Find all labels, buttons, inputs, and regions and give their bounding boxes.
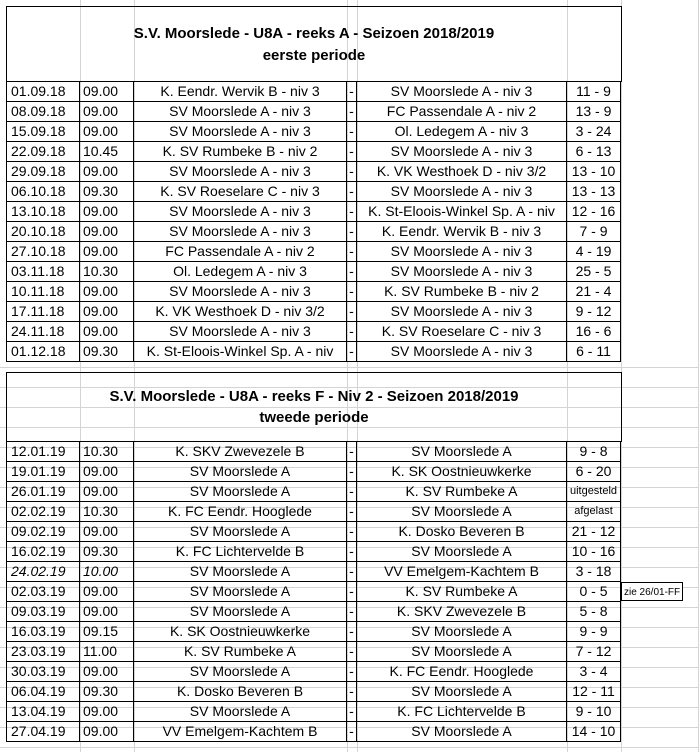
away-team[interactable]: SV Moorslede A - niv 3 [357,142,567,161]
match-date[interactable]: 17.11.18 [6,302,80,321]
team-separator[interactable]: - [347,202,357,221]
match-score[interactable]: 21 - 12 [567,522,621,541]
match-score[interactable]: 13 - 13 [567,182,621,201]
section1-header-box [6,6,622,82]
grid-row-line [0,747,699,748]
match-time[interactable]: 09.00 [80,582,134,601]
match-score[interactable]: 6 - 11 [567,342,621,361]
match-date[interactable]: 16.03.19 [6,622,80,641]
section2-header-box [6,372,622,442]
away-team[interactable]: Ol. Ledegem A - niv 3 [357,122,567,141]
match-score[interactable]: 5 - 8 [567,602,621,621]
home-team[interactable]: SV Moorslede A - niv 3 [134,282,347,301]
match-date[interactable]: 01.12.18 [6,342,80,361]
table-row [6,182,621,202]
match-time[interactable]: 09.30 [80,182,134,201]
table-row [6,622,621,642]
team-separator[interactable]: - [347,102,357,121]
home-team[interactable]: SV Moorslede A [134,482,347,501]
away-team[interactable]: SV Moorslede A - niv 3 [357,242,567,261]
match-score[interactable]: 7 - 12 [567,642,621,661]
team-separator[interactable]: - [347,182,357,201]
match-time[interactable]: 09.00 [80,222,134,241]
home-team[interactable]: K. SV Rumbeke B - niv 2 [134,142,347,161]
match-date[interactable]: 15.09.18 [6,122,80,141]
table-row [6,662,621,682]
team-separator[interactable]: - [347,322,357,341]
team-separator[interactable]: - [347,462,357,481]
match-date[interactable]: 16.02.19 [6,542,80,561]
away-team[interactable]: FC Passendale A - niv 2 [357,102,567,121]
match-score[interactable]: 7 - 9 [567,222,621,241]
team-separator[interactable]: - [347,222,357,241]
section2-title: S.V. Moorslede - U8A - reeks F - Niv 2 - Seizoen 2018/2019 [109,388,519,405]
match-time[interactable]: 09.00 [80,162,134,181]
match-score[interactable]: 25 - 5 [567,262,621,281]
team-separator[interactable]: - [347,482,357,501]
team-separator[interactable]: - [347,122,357,141]
match-time[interactable]: 09.00 [80,242,134,261]
match-time[interactable]: 10.30 [80,262,134,281]
match-date[interactable]: 08.09.18 [6,102,80,121]
home-team[interactable]: SV Moorslede A - niv 3 [134,162,347,181]
match-time[interactable]: 09.15 [80,622,134,641]
away-team[interactable]: SV Moorslede A [357,642,567,661]
match-time[interactable]: 09.00 [80,522,134,541]
team-separator[interactable]: - [347,702,357,721]
team-separator[interactable]: - [347,522,357,541]
home-team[interactable]: K. FC Eendr. Hooglede [134,502,347,521]
away-team[interactable]: K. SV Rumbeke A [357,482,567,501]
match-date[interactable]: 24.02.19 [6,562,80,581]
match-score[interactable]: 13 - 10 [567,162,621,181]
match-score[interactable]: 11 - 9 [567,82,621,101]
table-row [6,522,621,542]
match-time[interactable]: 11.00 [80,642,134,661]
home-team[interactable]: SV Moorslede A - niv 3 [134,322,347,341]
table-row [6,242,621,262]
match-score[interactable]: 9 - 10 [567,702,621,721]
match-date[interactable]: 19.01.19 [6,462,80,481]
team-separator[interactable]: - [347,282,357,301]
match-date[interactable]: 20.10.18 [6,222,80,241]
section2-match-table [6,441,681,742]
table-row [6,302,621,322]
away-team[interactable]: SV Moorslede A - niv 3 [357,342,567,361]
match-score[interactable]: afgelast [567,502,621,521]
home-team[interactable]: K. SV Roeselare C - niv 3 [134,182,347,201]
table-row [6,562,621,582]
team-separator[interactable]: - [347,582,357,601]
section1-title: S.V. Moorslede - U8A - reeks A - Seizoen 2018/2019 [133,25,495,42]
home-team[interactable]: K. VK Westhoek D - niv 3/2 [134,302,347,321]
away-team[interactable]: K. SV Rumbeke A [357,582,567,601]
home-team[interactable]: K. St-Eloois-Winkel Sp. A - niv [134,342,347,361]
grid-row-line [0,367,699,368]
team-separator[interactable]: - [347,242,357,261]
match-date[interactable]: 27.10.18 [6,242,80,261]
table-row [6,502,621,522]
match-time[interactable]: 09.00 [80,102,134,121]
team-separator[interactable]: - [347,622,357,641]
match-date[interactable]: 06.04.19 [6,682,80,701]
team-separator[interactable]: - [347,722,357,741]
match-date[interactable]: 23.03.19 [6,642,80,661]
table-row [6,722,621,742]
match-score[interactable]: 0 - 5 [567,582,621,601]
home-team[interactable]: K. Dosko Beveren B [134,682,347,701]
table-row [6,441,621,462]
home-team[interactable]: SV Moorslede A - niv 3 [134,102,347,121]
match-score[interactable]: 3 - 24 [567,122,621,141]
match-time[interactable]: 09.30 [80,682,134,701]
match-score[interactable]: 9 - 9 [567,622,621,641]
home-team[interactable]: Ol. Ledegem A - niv 3 [134,262,347,281]
away-team[interactable]: SV Moorslede A [357,722,567,741]
away-team[interactable]: K. VK Westhoek D - niv 3/2 [357,162,567,181]
away-team[interactable]: K. SV Rumbeke B - niv 2 [357,282,567,301]
table-row [6,202,621,222]
away-team[interactable]: SV Moorslede A [357,622,567,641]
table-row [6,142,621,162]
section1-match-table [6,81,621,362]
team-separator[interactable]: - [347,682,357,701]
home-team[interactable]: FC Passendale A - niv 2 [134,242,347,261]
match-time[interactable]: 09.00 [80,482,134,501]
home-team[interactable]: K. SK Oostnieuwkerke [134,622,347,641]
table-row [6,702,621,722]
match-score[interactable]: uitgesteld [567,482,621,501]
match-time[interactable]: 09.00 [80,82,134,101]
match-time[interactable]: 09.30 [80,342,134,361]
match-date[interactable]: 13.04.19 [6,702,80,721]
match-date[interactable]: 02.03.19 [6,582,80,601]
table-row [6,642,621,662]
team-separator[interactable]: - [347,82,357,101]
match-score[interactable]: 10 - 16 [567,542,621,561]
section2-subtitle: tweede periode [259,409,369,426]
home-team[interactable]: K. SV Rumbeke A [134,642,347,661]
table-row [6,602,621,622]
match-note[interactable]: zie 26/01-FF [621,582,683,601]
match-score[interactable]: 14 - 10 [567,722,621,741]
table-row [6,282,621,302]
table-row [6,222,621,242]
away-team[interactable]: SV Moorslede A - niv 3 [357,302,567,321]
match-score[interactable]: 13 - 9 [567,102,621,121]
home-team[interactable]: SV Moorslede A [134,522,347,541]
home-team[interactable]: VV Emelgem-Kachtem B [134,722,347,741]
away-team[interactable]: K. Dosko Beveren B [357,522,567,541]
home-team[interactable]: K. SKV Zwevezele B [134,442,347,461]
match-time[interactable]: 09.00 [80,282,134,301]
match-date[interactable]: 22.09.18 [6,142,80,161]
team-separator[interactable]: - [347,542,357,561]
away-team[interactable]: K. SKV Zwevezele B [357,602,567,621]
away-team[interactable]: SV Moorslede A [357,442,567,461]
table-row [6,462,621,482]
home-team[interactable]: SV Moorslede A [134,602,347,621]
table-row [6,342,621,362]
match-time[interactable]: 09.00 [80,462,134,481]
table-row [6,262,621,282]
away-team[interactable]: SV Moorslede A [357,542,567,561]
away-team[interactable]: SV Moorslede A - niv 3 [357,262,567,281]
match-time[interactable]: 09.00 [80,722,134,741]
home-team[interactable]: SV Moorslede A [134,662,347,681]
table-row [6,162,621,182]
away-team[interactable]: K. St-Eloois-Winkel Sp. A - niv [357,202,567,221]
table-row [6,322,621,342]
match-score[interactable]: 16 - 6 [567,322,621,341]
match-score[interactable]: 6 - 20 [567,462,621,481]
away-team[interactable]: SV Moorslede A - niv 3 [357,82,567,101]
table-row [6,102,621,122]
team-separator[interactable]: - [347,162,357,181]
away-team[interactable]: VV Emelgem-Kachtem B [357,562,567,581]
away-team[interactable]: K. SV Roeselare C - niv 3 [357,322,567,341]
match-date[interactable]: 26.01.19 [6,482,80,501]
match-time[interactable]: 09.00 [80,122,134,141]
away-team[interactable]: K. SK Oostnieuwkerke [357,462,567,481]
match-date[interactable]: 10.11.18 [6,282,80,301]
match-score[interactable]: 12 - 16 [567,202,621,221]
match-score[interactable]: 9 - 12 [567,302,621,321]
match-time[interactable]: 09.00 [80,322,134,341]
match-time[interactable]: 09.30 [80,542,134,561]
home-team[interactable]: SV Moorslede A [134,702,347,721]
home-team[interactable]: SV Moorslede A - niv 3 [134,202,347,221]
match-time[interactable]: 09.00 [80,202,134,221]
match-time[interactable]: 09.00 [80,702,134,721]
match-time[interactable]: 10.45 [80,142,134,161]
away-team[interactable]: K. FC Lichtervelde B [357,702,567,721]
team-separator[interactable]: - [347,642,357,661]
table-row [6,582,681,602]
match-score[interactable]: 4 - 19 [567,242,621,261]
table-row [6,122,621,142]
match-score[interactable]: 3 - 18 [567,562,621,581]
match-time[interactable]: 09.00 [80,602,134,621]
match-time[interactable]: 10.30 [80,502,134,521]
match-time[interactable]: 09.00 [80,662,134,681]
team-separator[interactable]: - [347,302,357,321]
home-team[interactable]: SV Moorslede A - niv 3 [134,222,347,241]
match-score[interactable]: 6 - 13 [567,142,621,161]
table-row [6,482,621,502]
match-date[interactable]: 09.02.19 [6,522,80,541]
home-team[interactable]: SV Moorslede A [134,562,347,581]
team-separator[interactable]: - [347,602,357,621]
team-separator[interactable]: - [347,262,357,281]
match-date[interactable]: 13.10.18 [6,202,80,221]
away-team[interactable]: K. FC Eendr. Hooglede [357,662,567,681]
section1-subtitle: eerste periode [262,47,366,64]
match-date[interactable]: 27.04.19 [6,722,80,741]
home-team[interactable]: SV Moorslede A [134,582,347,601]
team-separator[interactable]: - [347,502,357,521]
team-separator[interactable]: - [347,662,357,681]
team-separator[interactable]: - [347,342,357,361]
match-date[interactable]: 30.03.19 [6,662,80,681]
match-time[interactable]: 10.30 [80,442,134,461]
team-separator[interactable]: - [347,142,357,161]
table-row [6,81,621,102]
match-date[interactable]: 12.01.19 [6,442,80,461]
match-score[interactable]: 9 - 8 [567,442,621,461]
match-score[interactable]: 12 - 11 [567,682,621,701]
team-separator[interactable]: - [347,562,357,581]
match-date[interactable]: 06.10.18 [6,182,80,201]
home-team[interactable]: SV Moorslede A - niv 3 [134,122,347,141]
team-separator[interactable]: - [347,442,357,461]
away-team[interactable]: SV Moorslede A [357,502,567,521]
match-date[interactable]: 24.11.18 [6,322,80,341]
match-date[interactable]: 01.09.18 [6,82,80,101]
away-team[interactable]: K. Eendr. Wervik B - niv 3 [357,222,567,241]
home-team[interactable]: K. FC Lichtervelde B [134,542,347,561]
match-time[interactable]: 09.00 [80,302,134,321]
match-date[interactable]: 09.03.19 [6,602,80,621]
table-row [6,542,621,562]
match-date[interactable]: 29.09.18 [6,162,80,181]
away-team[interactable]: SV Moorslede A - niv 3 [357,182,567,201]
home-team[interactable]: K. Eendr. Wervik B - niv 3 [134,82,347,101]
match-time[interactable]: 10.00 [80,562,134,581]
away-team[interactable]: SV Moorslede A [357,682,567,701]
match-date[interactable]: 03.11.18 [6,262,80,281]
match-score[interactable]: 21 - 4 [567,282,621,301]
match-score[interactable]: 3 - 4 [567,662,621,681]
match-date[interactable]: 02.02.19 [6,502,80,521]
home-team[interactable]: SV Moorslede A [134,462,347,481]
table-row [6,682,621,702]
